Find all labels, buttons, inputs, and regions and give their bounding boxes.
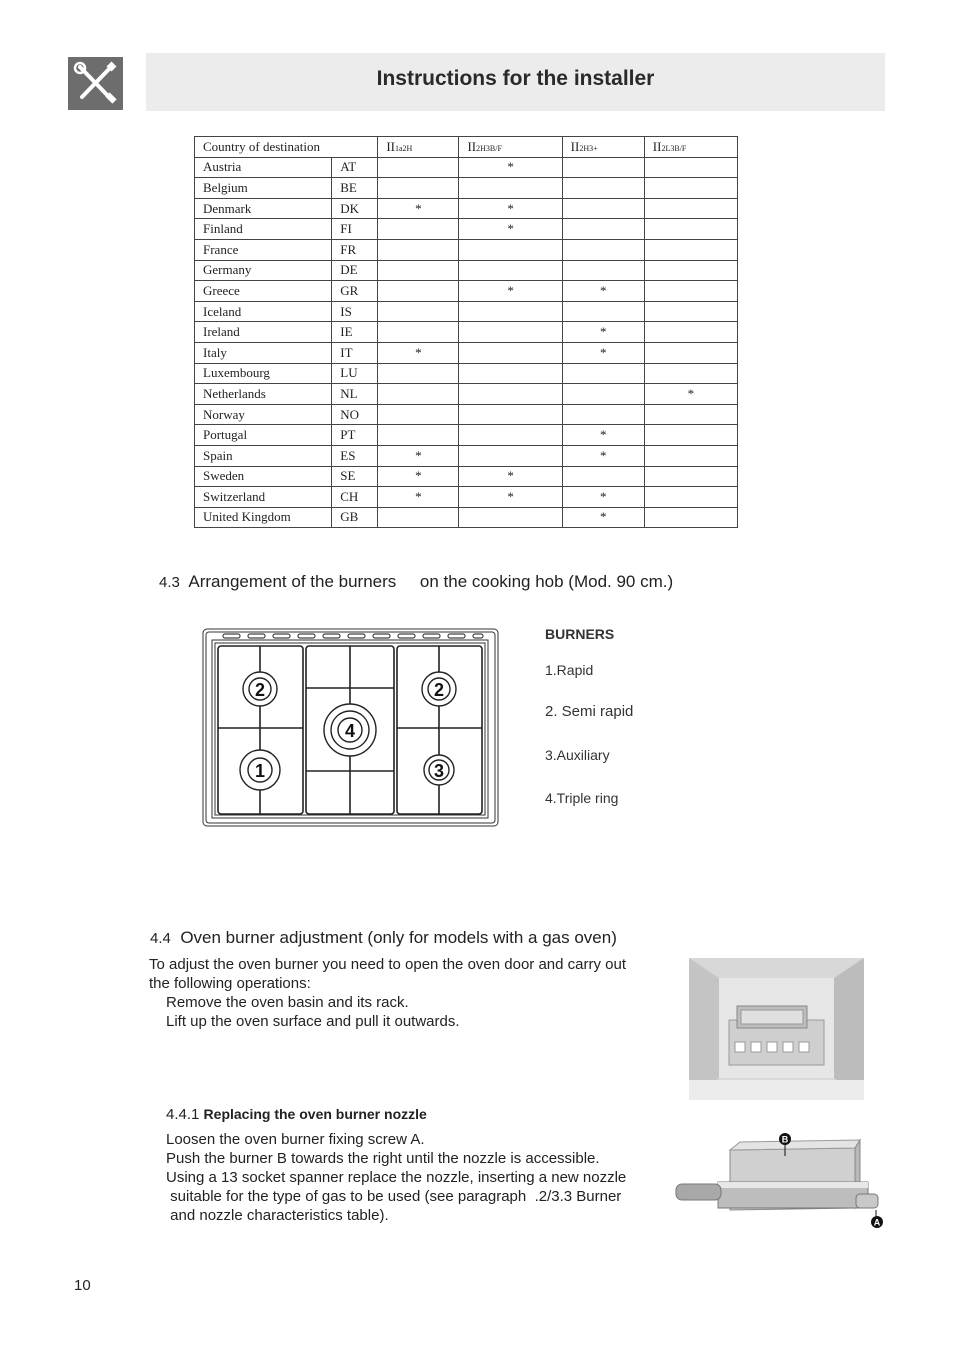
country-name: Greece xyxy=(195,281,332,302)
category-mark xyxy=(378,363,459,384)
category-sub: 1a2H xyxy=(395,143,413,153)
table-header-category xyxy=(459,137,562,158)
category-mark: * xyxy=(459,281,562,302)
country-name: Finland xyxy=(195,219,332,240)
category-mark xyxy=(562,239,644,260)
category-mark: * xyxy=(378,342,459,363)
table-header-country: Country of destination xyxy=(195,137,378,158)
category-mark xyxy=(459,384,562,405)
table-header-category xyxy=(378,137,459,158)
country-code: GB xyxy=(332,507,378,528)
category-mark xyxy=(644,178,737,199)
category-sub: 2H3B/F xyxy=(476,143,502,153)
burners-legend-title: BURNERS xyxy=(545,626,615,642)
page-number: 10 xyxy=(74,1277,91,1294)
category-mark xyxy=(378,384,459,405)
category-mark xyxy=(459,404,562,425)
category-mark xyxy=(378,507,459,528)
category-mark xyxy=(378,178,459,199)
category-mark xyxy=(644,219,737,240)
category-mark xyxy=(562,157,644,178)
table-row xyxy=(195,219,738,240)
country-name: Belgium xyxy=(195,178,332,199)
country-code: FR xyxy=(332,239,378,260)
table-row xyxy=(195,384,738,405)
oven-interior-photo xyxy=(689,958,864,1100)
table-row xyxy=(195,260,738,281)
category-mark: * xyxy=(644,384,737,405)
category-mark xyxy=(644,466,737,487)
table-row xyxy=(195,404,738,425)
page-title: Instructions for the installer xyxy=(376,67,655,90)
category-mark xyxy=(378,219,459,240)
oven-burner-photo xyxy=(670,1130,890,1232)
category-mark xyxy=(378,404,459,425)
category-mark xyxy=(644,198,737,219)
category-mark xyxy=(378,301,459,322)
category-mark xyxy=(562,219,644,240)
category-mark xyxy=(644,322,737,343)
country-name: Switzerland xyxy=(195,487,332,508)
table-row xyxy=(195,507,738,528)
section-title-part-a: Arrangement of the burners xyxy=(188,572,397,591)
category-mark xyxy=(459,445,562,466)
country-name: Iceland xyxy=(195,301,332,322)
section-number: 4.4.1 xyxy=(166,1106,200,1123)
section-title: Replacing the oven burner nozzle xyxy=(203,1106,427,1122)
category-mark xyxy=(562,301,644,322)
header-bar xyxy=(146,53,885,111)
section-4-3-heading xyxy=(159,572,673,592)
table-row xyxy=(195,363,738,384)
section-title-part-b: on the cooking hob (Mod. 90 cm.) xyxy=(419,572,674,591)
category-mark: * xyxy=(459,487,562,508)
category-mark: * xyxy=(459,466,562,487)
hob-label: 1 xyxy=(254,761,266,781)
table-row xyxy=(195,445,738,466)
country-name: Portugal xyxy=(195,425,332,446)
category-mark xyxy=(644,363,737,384)
category-mark: * xyxy=(459,198,562,219)
country-name: Spain xyxy=(195,445,332,466)
hob-label: 3 xyxy=(433,761,445,781)
category-mark xyxy=(378,425,459,446)
section-4-4-heading xyxy=(150,928,617,948)
category-mark xyxy=(644,157,737,178)
category-mark: * xyxy=(562,445,644,466)
hob-label: 2 xyxy=(433,680,445,700)
callout-a: A xyxy=(873,1217,881,1228)
category-mark: * xyxy=(562,342,644,363)
category-mark xyxy=(562,198,644,219)
table-row xyxy=(195,281,738,302)
table-row xyxy=(195,178,738,199)
burner-legend-item: 4.Triple ring xyxy=(545,790,619,806)
category-mark xyxy=(562,466,644,487)
category-mark xyxy=(459,342,562,363)
table-row xyxy=(195,425,738,446)
hob-label: 4 xyxy=(344,721,356,741)
hob-diagram xyxy=(202,628,500,828)
country-code: SE xyxy=(332,466,378,487)
category-mark xyxy=(378,260,459,281)
table-row xyxy=(195,157,738,178)
table-row xyxy=(195,342,738,363)
instruction-line: Using a 13 socket spanner replace the nozzle, inserting a new nozzle xyxy=(166,1169,627,1186)
category-mark: * xyxy=(562,425,644,446)
country-name: Netherlands xyxy=(195,384,332,405)
category-mark: * xyxy=(562,487,644,508)
category-main: II xyxy=(386,138,395,154)
category-mark xyxy=(459,425,562,446)
category-mark xyxy=(562,404,644,425)
burner-legend-item: 2. Semi rapid xyxy=(545,703,634,720)
country-code: FI xyxy=(332,219,378,240)
country-code: GR xyxy=(332,281,378,302)
callout-b: B xyxy=(781,1134,789,1145)
country-name: Sweden xyxy=(195,466,332,487)
category-mark xyxy=(644,507,737,528)
burner-legend-item: 1.Rapid xyxy=(545,662,594,678)
table-header-row xyxy=(195,137,738,158)
category-mark xyxy=(644,239,737,260)
country-code: NO xyxy=(332,404,378,425)
category-mark: * xyxy=(378,487,459,508)
country-code: BE xyxy=(332,178,378,199)
category-mark: * xyxy=(378,198,459,219)
step-line: Lift up the oven surface and pull it outwards. xyxy=(166,1013,460,1030)
intro-line: the following operations: xyxy=(149,975,311,992)
category-mark xyxy=(378,157,459,178)
instruction-line: and nozzle characteristics table). xyxy=(166,1207,389,1224)
country-code: PT xyxy=(332,425,378,446)
category-mark xyxy=(378,281,459,302)
category-mark xyxy=(644,260,737,281)
country-code: AT xyxy=(332,157,378,178)
step-line: Remove the oven basin and its rack. xyxy=(166,994,409,1011)
tools-icon xyxy=(68,57,123,110)
country-name: Ireland xyxy=(195,322,332,343)
country-name: France xyxy=(195,239,332,260)
table-header-category xyxy=(644,137,737,158)
category-mark xyxy=(459,507,562,528)
category-mark xyxy=(644,445,737,466)
category-mark xyxy=(644,425,737,446)
instruction-line: suitable for the type of gas to be used (see paragraph .2/3.3 Burner xyxy=(166,1188,622,1205)
instruction-line: Push the burner B towards the right until the nozzle is accessible. xyxy=(166,1150,600,1167)
category-mark xyxy=(562,260,644,281)
instruction-line: Loosen the oven burner fixing screw A. xyxy=(166,1131,425,1148)
country-code: ES xyxy=(332,445,378,466)
table-header-category xyxy=(562,137,644,158)
country-code: CH xyxy=(332,487,378,508)
category-mark xyxy=(378,239,459,260)
table-row xyxy=(195,198,738,219)
burner-legend-item: 3.Auxiliary xyxy=(545,747,610,763)
category-mark: * xyxy=(562,281,644,302)
category-mark xyxy=(459,260,562,281)
table-row xyxy=(195,301,738,322)
table-row xyxy=(195,239,738,260)
country-code: NL xyxy=(332,384,378,405)
table-row xyxy=(195,466,738,487)
category-mark xyxy=(644,281,737,302)
country-code: DE xyxy=(332,260,378,281)
category-mark xyxy=(562,384,644,405)
hob-label: 2 xyxy=(254,680,266,700)
section-4-4-1-heading xyxy=(166,1106,427,1123)
category-mark xyxy=(459,322,562,343)
country-name: Denmark xyxy=(195,198,332,219)
category-mark xyxy=(644,301,737,322)
category-mark: * xyxy=(459,219,562,240)
country-code: IE xyxy=(332,322,378,343)
country-code: DK xyxy=(332,198,378,219)
category-main: II xyxy=(570,138,580,154)
country-code: LU xyxy=(332,363,378,384)
table-row xyxy=(195,487,738,508)
category-mark xyxy=(562,363,644,384)
intro-line: To adjust the oven burner you need to open the oven door and carry out xyxy=(149,956,626,973)
country-name: Germany xyxy=(195,260,332,281)
category-mark: * xyxy=(562,322,644,343)
category-mark xyxy=(459,178,562,199)
category-mark: * xyxy=(378,466,459,487)
gas-category-table xyxy=(194,136,738,528)
country-code: IT xyxy=(332,342,378,363)
country-name: United Kingdom xyxy=(195,507,332,528)
category-main: II xyxy=(467,138,477,154)
category-main: II xyxy=(652,138,662,154)
category-mark xyxy=(562,178,644,199)
category-mark: * xyxy=(562,507,644,528)
country-name: Austria xyxy=(195,157,332,178)
category-mark xyxy=(644,487,737,508)
country-name: Norway xyxy=(195,404,332,425)
category-mark xyxy=(378,322,459,343)
category-mark xyxy=(459,239,562,260)
country-code: IS xyxy=(332,301,378,322)
category-mark: * xyxy=(459,157,562,178)
category-sub: 2L3B/F xyxy=(661,143,687,153)
category-mark xyxy=(644,342,737,363)
category-mark xyxy=(459,301,562,322)
section-number: 4.3 xyxy=(159,574,180,591)
section-number: 4.4 xyxy=(150,930,171,947)
country-name: Luxembourg xyxy=(195,363,332,384)
category-mark xyxy=(644,404,737,425)
table-row xyxy=(195,322,738,343)
section-title: Oven burner adjustment (only for models with a gas oven) xyxy=(180,928,617,947)
country-name: Italy xyxy=(195,342,332,363)
category-mark xyxy=(459,363,562,384)
category-mark: * xyxy=(378,445,459,466)
category-sub: 2H3+ xyxy=(579,143,598,153)
